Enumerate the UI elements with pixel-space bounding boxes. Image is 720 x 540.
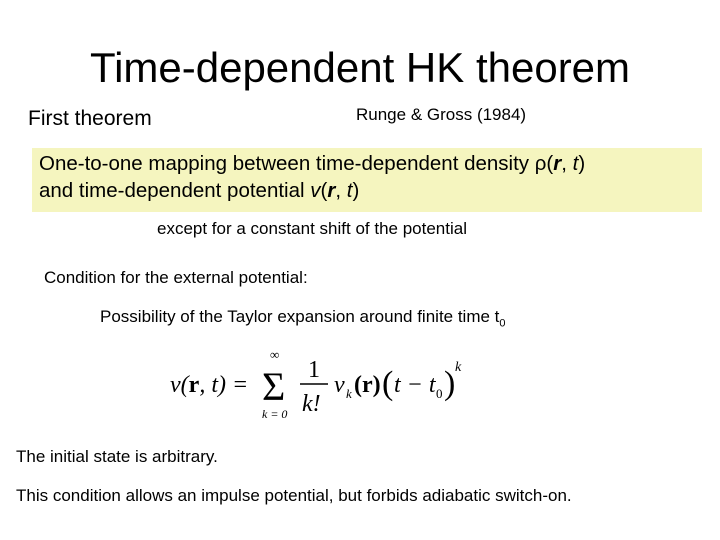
highlight-line-1-text: One-to-one mapping between time-dependent density ρ( [39,152,554,175]
vk-symbol: v [334,372,345,398]
r-argument: (r) [354,372,381,398]
highlight-line-2-text: and time-dependent potential [39,179,311,202]
sum-lower-limit: k = 0 [262,407,288,421]
potential-v: v [310,179,321,202]
vector-r: r [553,152,562,175]
time-t: t [346,179,353,202]
highlight-line-2 [39,179,359,203]
close-paren: ) [352,179,360,202]
initial-state-note: The initial state is arbitrary. [16,447,218,466]
open-paren: ( [320,179,328,202]
comma: , [561,152,573,175]
formula-lhs: v(r, t) = [170,372,249,398]
taylor-subscript: 0 [499,317,506,330]
taylor-condition [100,307,506,329]
slide-title: Time-dependent HK theorem [89,44,631,91]
taylor-formula [168,345,468,425]
exception-note: except for a constant shift of the potential [157,219,467,238]
vk-subscript: k [346,386,352,401]
closing-note: This condition allows an impulse potential, but forbids adiabatic switch-on. [16,486,572,505]
subheading: First theorem [28,107,152,130]
fraction-denominator: k! [302,391,321,417]
close-paren: ) [578,152,586,175]
t-minus-t: t − t [394,372,436,398]
time-t: t [572,152,579,175]
taylor-text: Possibility of the Taylor expansion around finite time t [100,307,500,326]
open-big-paren: ( [382,365,394,402]
sum-symbol: Σ [262,364,286,409]
vector-r: r [327,179,336,202]
condition-label: Condition for the external potential: [44,268,308,287]
citation: Runge & Gross (1984) [356,105,527,124]
fraction-numerator: 1 [308,357,320,383]
close-big-paren: ) [444,365,456,402]
t0-subscript: 0 [436,386,443,401]
comma: , [335,179,347,202]
power-k: k [455,360,462,375]
sum-upper-limit: ∞ [270,347,280,362]
highlight-line-1 [39,152,585,176]
highlight-box [32,148,702,212]
